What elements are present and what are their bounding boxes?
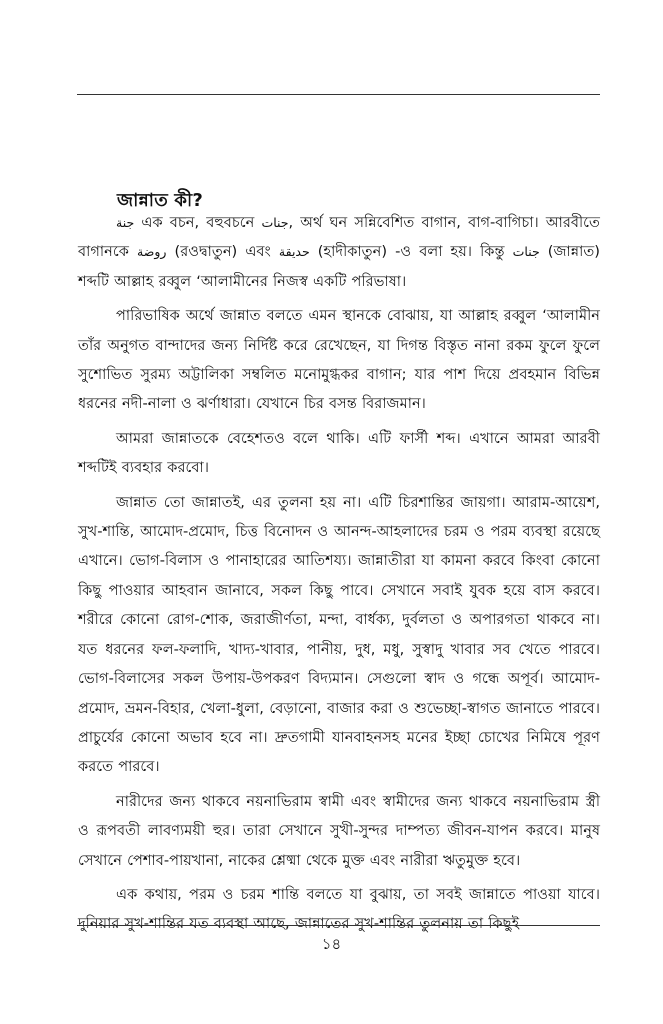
text-segment: এক বচন, বহুবচনে [134, 214, 262, 231]
arabic-word: حديقة [278, 244, 310, 260]
page-number: ১৪ [321, 935, 342, 953]
paragraph-description: জান্নাত তো জান্নাতই, এর তুলনা হয় না। এটি চিরশান্তির জায়গা। আরাম-আয়েশ, সুখ-শান্তি, আমোদ-প্রমোদ, চিত্ত বিনোদন ও আনন্দ-আহলাদের চরম ও পরম ব্যবস্থা রয়েছে এখানে। ভোগ-বিলাস ও পানাহারের আতিশয্য। জান্নাতীরা যা কামনা করবে কিংবা কোনো কিছু পাওয়ার আহবান জানাবে, সকল কিছু পাবে। সেখানে সবাই যুবক হয়ে বাস করবে। শরীরে কোনো রোগ-শোক, জরাজীর্ণতা, মন্দা, বার্ধক্য, দুর্বলতা ও অপারগতা থাকবে না। যত ধরনের ফল-ফলাদি, খাদ্য-খাবার, পানীয়, দুধ, মধু, সুস্বাদু খাবার সব খেতে পারবে। ভোগ-বিলাসের সকল উপায়-উপকরণ বিদ্যমান। সেগুলো স্বাদ ও গন্ধে অপূর্ব। আমোদ-প্রমোদ, ভ্রমন-বিহার, খেলা-ধুলা, বেড়ানো, বাজার করা ও শুভেচ্ছা-স্বাগত জানাতে পারবে। প্রাচুর্যের কোনো অভাব হবে না। দ্রুতগামী যানবাহনসহ মনের ইচ্ছা চোখের নিমিষে পূরণ করতে পারবে। [78, 493, 600, 776]
arabic-word: جنات [261, 215, 289, 230]
section-heading: জান্নাত কী? [117, 190, 203, 212]
text-segment: (হাদীকাতুন) -ও বলা হয়। কিন্তু [309, 243, 513, 261]
footer-rule [77, 925, 600, 926]
arabic-word: جنات [512, 244, 540, 260]
text-segment: (রওদ্বাতুন) এবং [166, 243, 279, 261]
header-rule [77, 94, 600, 95]
paragraph-terminology: পারিভাষিক অর্থে জান্নাত বলতে এমন স্থানকে বোঝায়, যা আল্লাহ রব্বুল ‘আলামীন তাঁর অনুগত বান্দাদের জন্য নির্দিষ্ট করে রেখেছেন, যা দিগন্ত বিস্তৃত নানা রকম ফুলে ফুলে সুশোভিত সুরম্য অট্টালিকা সম্বলিত মনোমুগ্ধকর বাগান; যার পাশ দিয়ে প্রবহমান বিভিন্ন ধরনের নদী-নালা ও ঝর্ণাধারা। যেখানে চির বসন্ত বিরাজমান। [78, 307, 600, 413]
text-segment: (জান্নাত) শব্দটি আল্লাহ রব্বুল ‘আলামীনের নিজস্ব একটি পরিভাষা। [78, 243, 600, 290]
body-text [78, 208, 600, 944]
text-segment: , অর্থ ঘন সন্নিবেশিত বাগান, বাগ-বাগিচা। আরবীতে বাগানকে [78, 214, 601, 261]
arabic-word: روضة [137, 244, 167, 260]
paragraph-definition [78, 208, 600, 296]
paragraph-spouses: নারীদের জন্য থাকবে নয়নাভিরাম স্বামী এবং স্বামীদের জন্য থাকবে নয়নাভিরাম স্ত্রী ও রূপবতী লাবণ্যময়ী হুর। তারা সেখানে সুখী-সুন্দর দাম্পত্য জীবন-যাপন করবে। মানুষ সেখানে পেশাব-পায়খানা, নাকের শ্লেষ্মা থেকে মুক্ত এবং নারীরা ঋতুমুক্ত হবে। [78, 792, 600, 869]
arabic-word: جنة [116, 215, 135, 230]
paragraph-behesht: আমরা জান্নাতকে বেহেশতও বলে থাকি। এটি ফার্সী শব্দ। এখানে আমরা আরবী শব্দটিই ব্যবহার করবো। [78, 429, 600, 477]
paragraph-summary: এক কথায়, পরম ও চরম শান্তি বলতে যা বুঝায়, তা সবই জান্নাতে পাওয়া যাবে। দুনিয়ার সুখ-শান্তির যত ব্যবস্থা আছে, জান্নাতের সুখ-শান্তির তুলনায় তা কিছুই [78, 885, 600, 933]
